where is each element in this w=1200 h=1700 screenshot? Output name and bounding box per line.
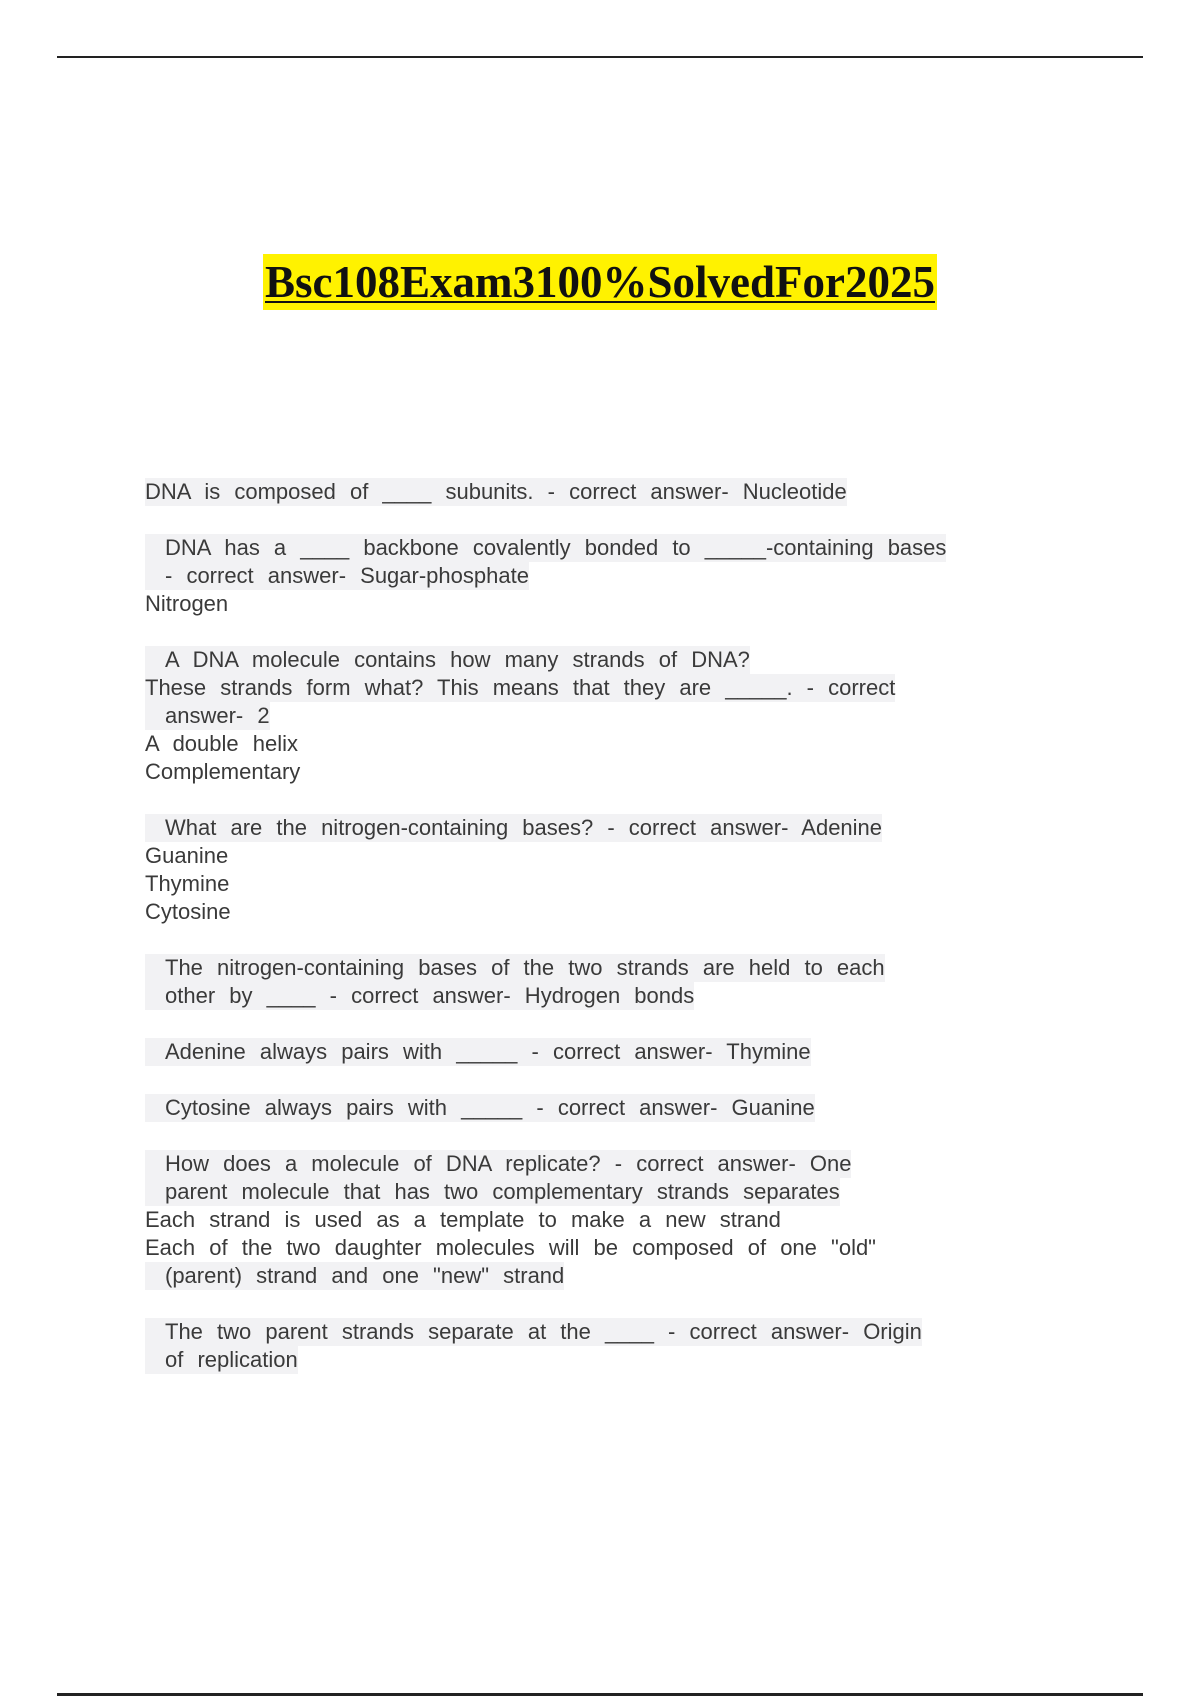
qa-item-1 [145, 478, 1085, 506]
qa-item-4 [145, 814, 1085, 926]
qa-line: Each strand is used as a template to make a new strand [145, 1207, 781, 1232]
qa-line: parent molecule that has two complementary strands separates [145, 1178, 1085, 1206]
qa-item-7 [145, 1094, 1085, 1122]
qa-line: DNA has a ____ backbone covalently bonded to _____-containing bases [145, 534, 1085, 562]
qa-item-2 [145, 534, 1085, 618]
qa-line: A double helix [145, 731, 298, 756]
qa-line: Complementary [145, 759, 301, 784]
qa-item-5 [145, 954, 1085, 1010]
qa-line: These strands form what? This means that they are _____. - correct [145, 675, 896, 700]
qa-line: answer- 2 [145, 702, 1085, 730]
title-area [0, 254, 1200, 310]
bottom-rule [57, 1693, 1143, 1696]
qa-line: Each of the two daughter molecules will be composed of one "old" [145, 1235, 876, 1260]
qa-line: of replication [145, 1346, 1085, 1374]
qa-line: Adenine always pairs with _____ - correct answer- Thymine [145, 1038, 1085, 1066]
qa-line: (parent) strand and one "new" strand [145, 1262, 1085, 1290]
qa-item-8 [145, 1150, 1085, 1290]
qa-line: other by ____ - correct answer- Hydrogen bonds [145, 982, 1085, 1010]
document-title: Bsc108Exam3100%SolvedFor2025 [263, 254, 937, 310]
qa-item-6 [145, 1038, 1085, 1066]
qa-line: How does a molecule of DNA replicate? - correct answer- One [145, 1150, 1085, 1178]
qa-line: Nitrogen [145, 591, 229, 616]
qa-line: Thymine [145, 871, 230, 896]
qa-list [145, 478, 1085, 1402]
qa-item-9 [145, 1318, 1085, 1374]
qa-line: DNA is composed of ____ subunits. - correct answer- Nucleotide [145, 479, 847, 504]
qa-line: Cytosine always pairs with _____ - correct answer- Guanine [145, 1094, 1085, 1122]
qa-line: The two parent strands separate at the ____ - correct answer- Origin [145, 1318, 1085, 1346]
qa-line: A DNA molecule contains how many strands of DNA? [145, 646, 1085, 674]
qa-line: Cytosine [145, 899, 231, 924]
qa-line: Guanine [145, 843, 229, 868]
qa-item-3 [145, 646, 1085, 786]
top-rule [57, 56, 1143, 58]
qa-line: The nitrogen-containing bases of the two strands are held to each [145, 954, 1085, 982]
qa-line: - correct answer- Sugar-phosphate [145, 562, 1085, 590]
qa-line: What are the nitrogen-containing bases? - correct answer- Adenine [145, 814, 1085, 842]
